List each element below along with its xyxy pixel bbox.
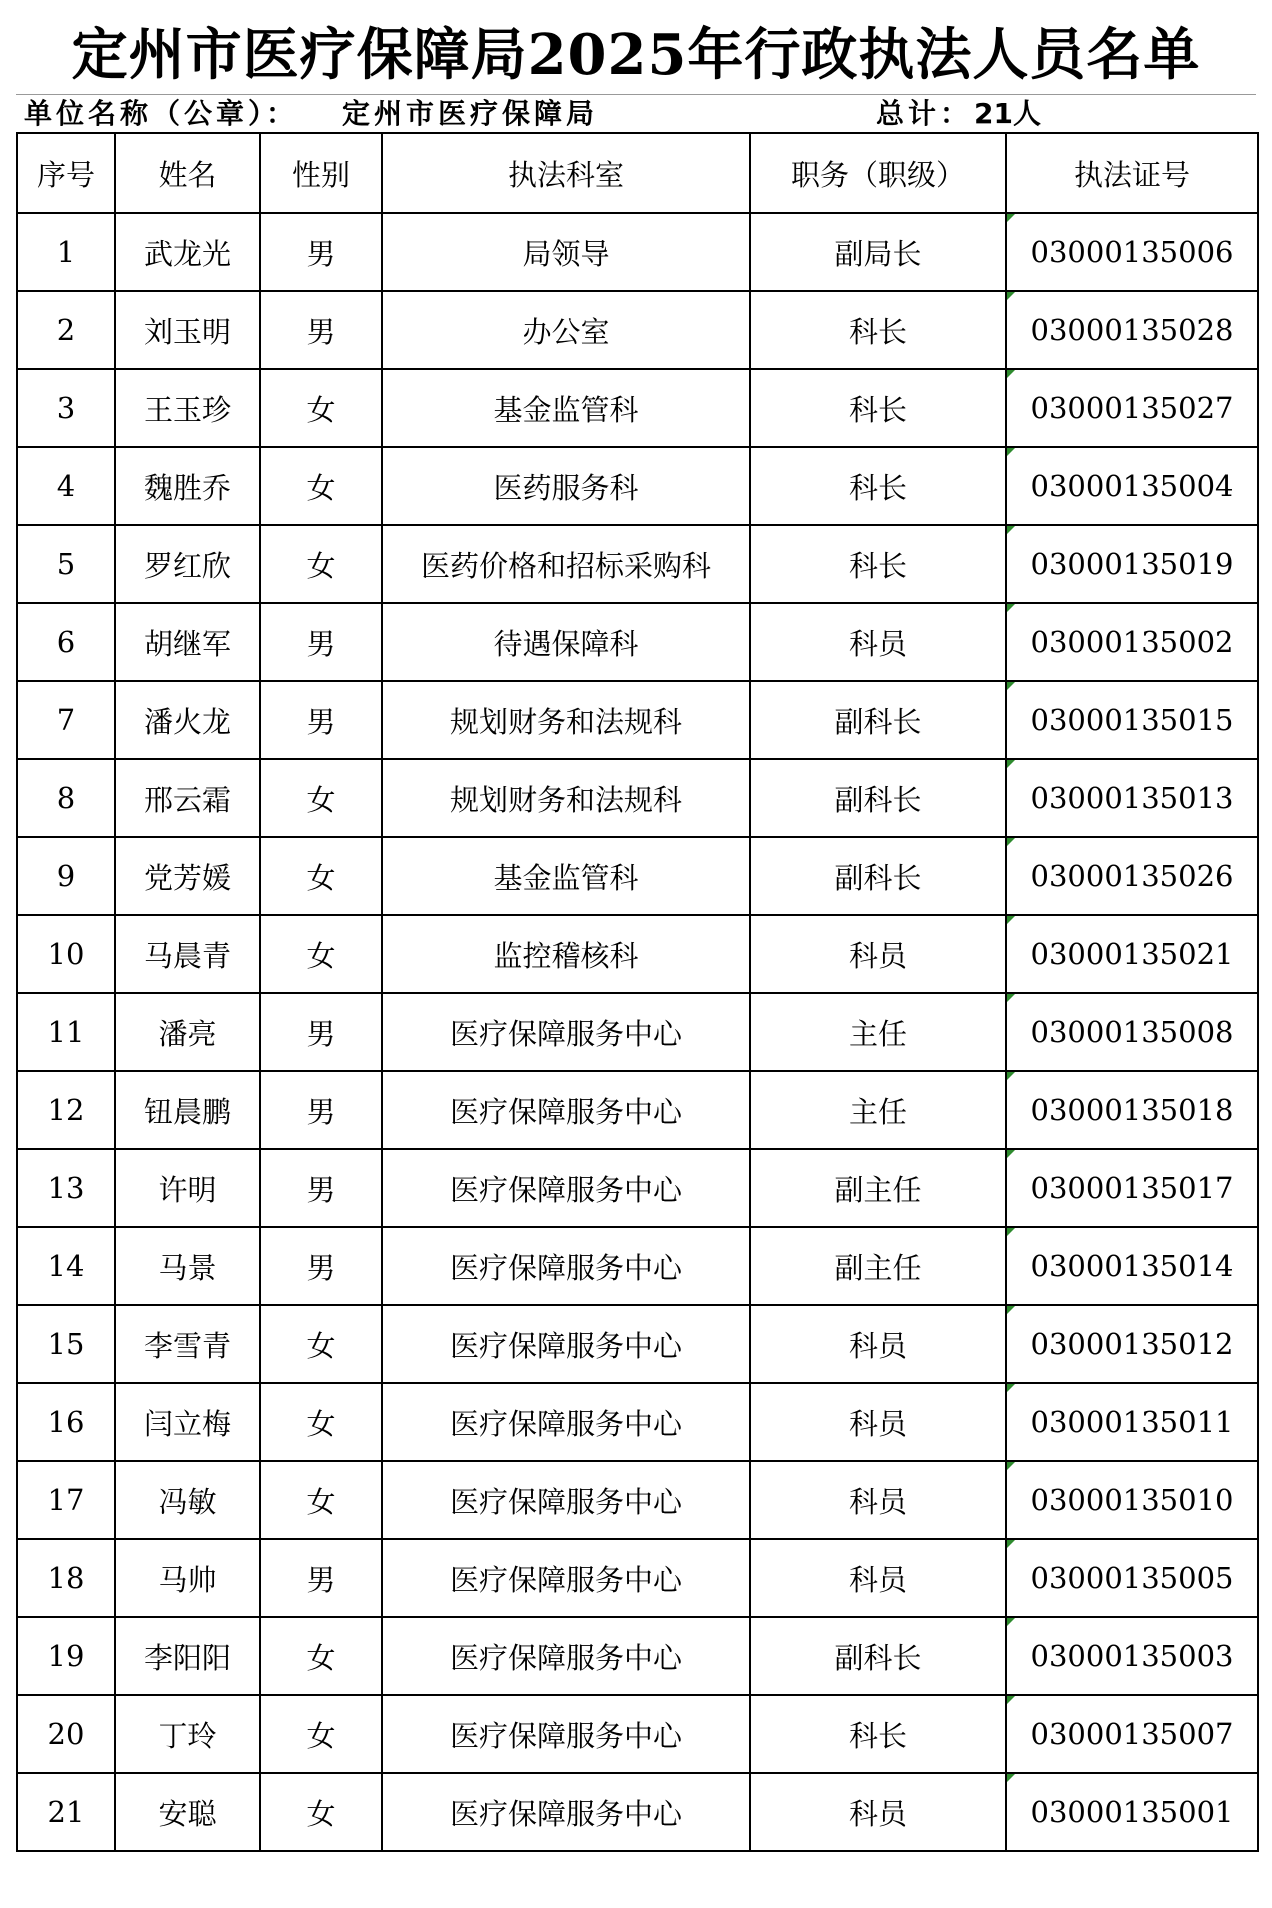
cell-dept: 医疗保障服务中心 — [382, 1461, 750, 1539]
cell-no: 12 — [17, 1071, 115, 1149]
header-no: 序号 — [17, 133, 115, 213]
table-row — [17, 1305, 1258, 1383]
table-row — [17, 1071, 1258, 1149]
document-title: 定州市医疗保障局2025年行政执法人员名单 — [71, 22, 1201, 88]
cell-position: 主任 — [750, 1071, 1006, 1149]
cell-name: 潘亮 — [115, 993, 260, 1071]
cell-gender: 男 — [260, 1149, 382, 1227]
cell-no: 6 — [17, 603, 115, 681]
cell-gender: 女 — [260, 1695, 382, 1773]
cell-position: 副主任 — [750, 1227, 1006, 1305]
cell-position: 科员 — [750, 1383, 1006, 1461]
unit-value: 定州市医疗保障局 — [342, 97, 599, 130]
cell-cert: 03000135026 — [1006, 837, 1258, 915]
unit-label: 单位名称（公章）： — [24, 97, 299, 130]
cell-dept: 医疗保障服务中心 — [382, 1539, 750, 1617]
cell-name: 邢云霜 — [115, 759, 260, 837]
cell-cert: 03000135018 — [1006, 1071, 1258, 1149]
cell-no: 8 — [17, 759, 115, 837]
cell-position: 副主任 — [750, 1149, 1006, 1227]
table-row — [17, 1695, 1258, 1773]
cell-position: 副科长 — [750, 759, 1006, 837]
cell-name: 胡继军 — [115, 603, 260, 681]
cell-name: 武龙光 — [115, 213, 260, 291]
cell-dept: 医疗保障服务中心 — [382, 993, 750, 1071]
cell-name: 李阳阳 — [115, 1617, 260, 1695]
table-row — [17, 915, 1258, 993]
cell-no: 10 — [17, 915, 115, 993]
cell-position: 科长 — [750, 1695, 1006, 1773]
cell-no: 19 — [17, 1617, 115, 1695]
cell-no: 13 — [17, 1149, 115, 1227]
cell-dept: 医疗保障服务中心 — [382, 1149, 750, 1227]
cell-gender: 男 — [260, 1071, 382, 1149]
cell-position: 科员 — [750, 1461, 1006, 1539]
cell-dept: 医疗保障服务中心 — [382, 1071, 750, 1149]
cell-cert: 03000135005 — [1006, 1539, 1258, 1617]
cell-cert: 03000135013 — [1006, 759, 1258, 837]
cell-name: 马晨青 — [115, 915, 260, 993]
cell-dept: 医疗保障服务中心 — [382, 1227, 750, 1305]
table-row — [17, 1149, 1258, 1227]
cell-name: 闫立梅 — [115, 1383, 260, 1461]
cell-gender: 男 — [260, 681, 382, 759]
cell-name: 党芳媛 — [115, 837, 260, 915]
table-row — [17, 525, 1258, 603]
header-name: 姓名 — [115, 133, 260, 213]
cell-cert: 03000135027 — [1006, 369, 1258, 447]
cell-cert: 03000135001 — [1006, 1773, 1258, 1851]
header-gender: 性别 — [260, 133, 382, 213]
cell-dept: 基金监管科 — [382, 369, 750, 447]
cell-dept: 医疗保障服务中心 — [382, 1773, 750, 1851]
cell-no: 7 — [17, 681, 115, 759]
table-row — [17, 1383, 1258, 1461]
cell-dept: 规划财务和法规科 — [382, 759, 750, 837]
table-row — [17, 291, 1258, 369]
cell-cert: 03000135014 — [1006, 1227, 1258, 1305]
cell-no: 21 — [17, 1773, 115, 1851]
cell-cert: 03000135019 — [1006, 525, 1258, 603]
cell-position: 科员 — [750, 1539, 1006, 1617]
cell-name: 李雪青 — [115, 1305, 260, 1383]
cell-position: 主任 — [750, 993, 1006, 1071]
cell-name: 马景 — [115, 1227, 260, 1305]
total-label: 总计： — [876, 97, 973, 130]
cell-position: 科员 — [750, 1305, 1006, 1383]
cell-name: 王玉珍 — [115, 369, 260, 447]
table-row — [17, 1539, 1258, 1617]
cell-position: 科员 — [750, 603, 1006, 681]
table-row — [17, 1461, 1258, 1539]
cell-position: 科长 — [750, 525, 1006, 603]
cell-no: 5 — [17, 525, 115, 603]
cell-gender: 女 — [260, 915, 382, 993]
header-dept: 执法科室 — [382, 133, 750, 213]
cell-no: 18 — [17, 1539, 115, 1617]
cell-gender: 女 — [260, 1383, 382, 1461]
cell-cert: 03000135006 — [1006, 213, 1258, 291]
cell-no: 4 — [17, 447, 115, 525]
cell-name: 丁玲 — [115, 1695, 260, 1773]
title-separator — [16, 94, 1256, 95]
table-row — [17, 681, 1258, 759]
cell-cert: 03000135010 — [1006, 1461, 1258, 1539]
table-row — [17, 1773, 1258, 1851]
personnel-table — [16, 132, 1259, 1852]
cell-gender: 女 — [260, 1461, 382, 1539]
cell-name: 许明 — [115, 1149, 260, 1227]
cell-gender: 女 — [260, 525, 382, 603]
cell-no: 2 — [17, 291, 115, 369]
cell-gender: 女 — [260, 369, 382, 447]
cell-gender: 男 — [260, 1227, 382, 1305]
table-row — [17, 1617, 1258, 1695]
table-row — [17, 213, 1258, 291]
cell-dept: 医疗保障服务中心 — [382, 1305, 750, 1383]
table-row — [17, 447, 1258, 525]
cell-dept: 医药价格和招标采购科 — [382, 525, 750, 603]
cell-cert: 03000135002 — [1006, 603, 1258, 681]
cell-no: 1 — [17, 213, 115, 291]
cell-position: 科长 — [750, 447, 1006, 525]
cell-dept: 待遇保障科 — [382, 603, 750, 681]
cell-no: 15 — [17, 1305, 115, 1383]
cell-cert: 03000135003 — [1006, 1617, 1258, 1695]
cell-cert: 03000135004 — [1006, 447, 1258, 525]
cell-gender: 女 — [260, 1773, 382, 1851]
cell-gender: 男 — [260, 291, 382, 369]
cell-dept: 医疗保障服务中心 — [382, 1617, 750, 1695]
unit-info-line — [24, 96, 1254, 132]
cell-dept: 监控稽核科 — [382, 915, 750, 993]
cell-name: 潘火龙 — [115, 681, 260, 759]
cell-position: 副局长 — [750, 213, 1006, 291]
cell-position: 科员 — [750, 915, 1006, 993]
cell-cert: 03000135008 — [1006, 993, 1258, 1071]
cell-dept: 医疗保障服务中心 — [382, 1383, 750, 1461]
cell-cert: 03000135017 — [1006, 1149, 1258, 1227]
cell-cert: 03000135012 — [1006, 1305, 1258, 1383]
cell-cert: 03000135015 — [1006, 681, 1258, 759]
cell-cert: 03000135011 — [1006, 1383, 1258, 1461]
cell-gender: 男 — [260, 213, 382, 291]
cell-position: 科员 — [750, 1773, 1006, 1851]
cell-name: 安聪 — [115, 1773, 260, 1851]
cell-gender: 女 — [260, 447, 382, 525]
header-cert: 执法证号 — [1006, 133, 1258, 213]
cell-no: 3 — [17, 369, 115, 447]
cell-dept: 办公室 — [382, 291, 750, 369]
cell-cert: 03000135007 — [1006, 1695, 1258, 1773]
cell-dept: 基金监管科 — [382, 837, 750, 915]
cell-no: 14 — [17, 1227, 115, 1305]
cell-cert: 03000135028 — [1006, 291, 1258, 369]
cell-dept: 规划财务和法规科 — [382, 681, 750, 759]
cell-name: 刘玉明 — [115, 291, 260, 369]
table-header-row — [17, 133, 1258, 213]
cell-gender: 女 — [260, 1617, 382, 1695]
table-row — [17, 993, 1258, 1071]
cell-name: 马帅 — [115, 1539, 260, 1617]
cell-no: 17 — [17, 1461, 115, 1539]
cell-name: 冯敏 — [115, 1461, 260, 1539]
header-position: 职务（职级） — [750, 133, 1006, 213]
cell-name: 魏胜乔 — [115, 447, 260, 525]
cell-position: 副科长 — [750, 837, 1006, 915]
cell-dept: 医药服务科 — [382, 447, 750, 525]
cell-name: 钮晨鹏 — [115, 1071, 260, 1149]
table-row — [17, 1227, 1258, 1305]
cell-no: 16 — [17, 1383, 115, 1461]
cell-position: 副科长 — [750, 681, 1006, 759]
cell-name: 罗红欣 — [115, 525, 260, 603]
cell-cert: 03000135021 — [1006, 915, 1258, 993]
table-row — [17, 837, 1258, 915]
cell-gender: 男 — [260, 1539, 382, 1617]
cell-gender: 男 — [260, 603, 382, 681]
cell-no: 9 — [17, 837, 115, 915]
table-body — [17, 213, 1258, 1851]
cell-no: 20 — [17, 1695, 115, 1773]
cell-dept: 局领导 — [382, 213, 750, 291]
cell-gender: 女 — [260, 1305, 382, 1383]
table-row — [17, 759, 1258, 837]
cell-no: 11 — [17, 993, 115, 1071]
cell-gender: 女 — [260, 759, 382, 837]
table-row — [17, 369, 1258, 447]
cell-position: 科长 — [750, 369, 1006, 447]
cell-gender: 女 — [260, 837, 382, 915]
cell-gender: 男 — [260, 993, 382, 1071]
cell-position: 科长 — [750, 291, 1006, 369]
total-value: 21人 — [974, 97, 1041, 130]
cell-position: 副科长 — [750, 1617, 1006, 1695]
table-row — [17, 603, 1258, 681]
cell-dept: 医疗保障服务中心 — [382, 1695, 750, 1773]
